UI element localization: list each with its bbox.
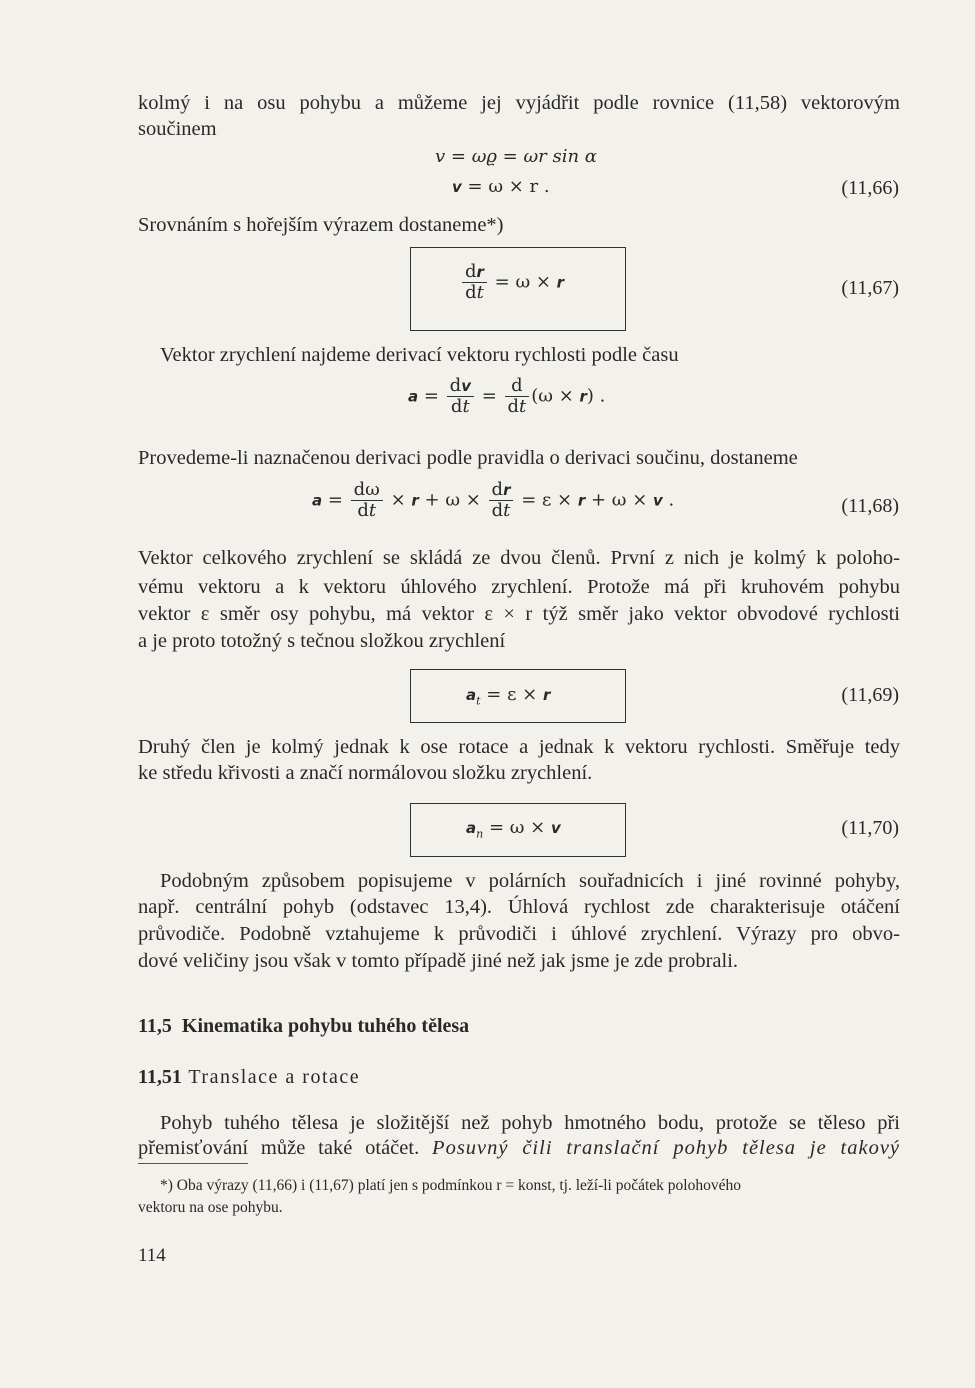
text-line: dové veličiny jsou však v tomto případě jiné než jak jsme je zde probrali. <box>138 950 739 972</box>
equation-number-66: (11,66) <box>841 177 899 199</box>
text-line: Srovnáním s hořejším výrazem dostaneme*) <box>138 214 504 236</box>
text-line: např. centrální pohyb (odstavec 13,4). Úhlová rychlost zde charakterisuje otáčení <box>138 896 900 918</box>
text-line: průvodiče. Podobně vztahujeme k průvodiči i úhlové zrychlení. Výrazy pro obvo- <box>138 923 900 945</box>
equation-number-68: (11,68) <box>841 495 899 517</box>
text-line: a je proto totožný s tečnou složkou zrychlení <box>138 630 506 652</box>
text-line: Provedeme-li naznačenou derivaci podle pravidla o derivaci součinu, dostaneme <box>138 447 798 469</box>
equation-dr-dt: $\frac{dr}{dt}$ = ω × r <box>460 262 564 303</box>
equation-v-scalar: v = ωϱ = ωr sin α <box>435 146 597 167</box>
footnote-line: *) Oba výrazy (11,66) i (11,67) platí jen s podmínkou r = konst, tj. leží-li počátek polohového <box>160 1177 741 1194</box>
equation-number-69: (11,69) <box>841 684 899 706</box>
equation-a-expanded: a = $\frac{d\omega}{dt}$ × r + ω × $\frac{dr}{dt}$ = ε × r + ω × v . <box>312 479 675 521</box>
text-line: Druhý člen je kolmý jednak k ose rotace a jednak k vektoru rychlosti. Směřuje tedy <box>138 736 900 758</box>
text-line: kolmý i na osu pohybu a můžeme jej vyjádřit podle rovnice (11,58) vektorovým <box>138 92 900 114</box>
text-line: ke středu křivosti a značí normálovou složku zrychlení. <box>138 762 593 784</box>
text-line: Podobným způsobem popisujeme v polárních souřadnicích i jiné rovinné pohyby, <box>160 870 900 892</box>
subsection-heading: 11,51 Translace a rotace <box>138 1066 361 1088</box>
text-line: Pohyb tuhého tělesa je složitější než pohyb hmotného bodu, protože se těleso při <box>160 1112 900 1134</box>
text-line: vektor ε směr osy pohybu, má vektor ε × r týž směr jako vektor obvodové rychlosti <box>138 603 900 625</box>
text-line: přemisťování může také otáčet. Posuvný čili translační pohyb tělesa je takový <box>138 1137 901 1159</box>
equation-a-derivative: a = $\frac{dv}{dt}$ = $\frac{d}{dt}$ (ω × r) . <box>408 375 606 417</box>
equation-v-vector: v = ω × r . <box>452 176 550 197</box>
footnote-line: vektoru na ose pohybu. <box>138 1199 283 1216</box>
section-heading: 11,5 Kinematika pohybu tuhého tělesa <box>138 1015 470 1037</box>
text-line: vému vektoru a k vektoru úhlového zrychlení. Protože má při kruhovém pohybu <box>138 576 900 598</box>
text-line: Vektor celkového zrychlení se skládá ze dvou členů. První z nich je kolmý k poloho- <box>138 547 900 569</box>
page-number: 114 <box>138 1245 166 1266</box>
equation-a-normal: $a_n = \omega \times v$ <box>466 817 561 841</box>
footnote-rule <box>138 1163 248 1164</box>
text-line: součinem <box>138 118 217 140</box>
equation-number-70: (11,70) <box>841 817 899 839</box>
equation-a-tangential: $a_t = \varepsilon \times r$ <box>466 684 551 708</box>
equation-number-67: (11,67) <box>841 277 899 299</box>
text-line: Vektor zrychlení najdeme derivací vektoru rychlosti podle času <box>160 344 679 366</box>
